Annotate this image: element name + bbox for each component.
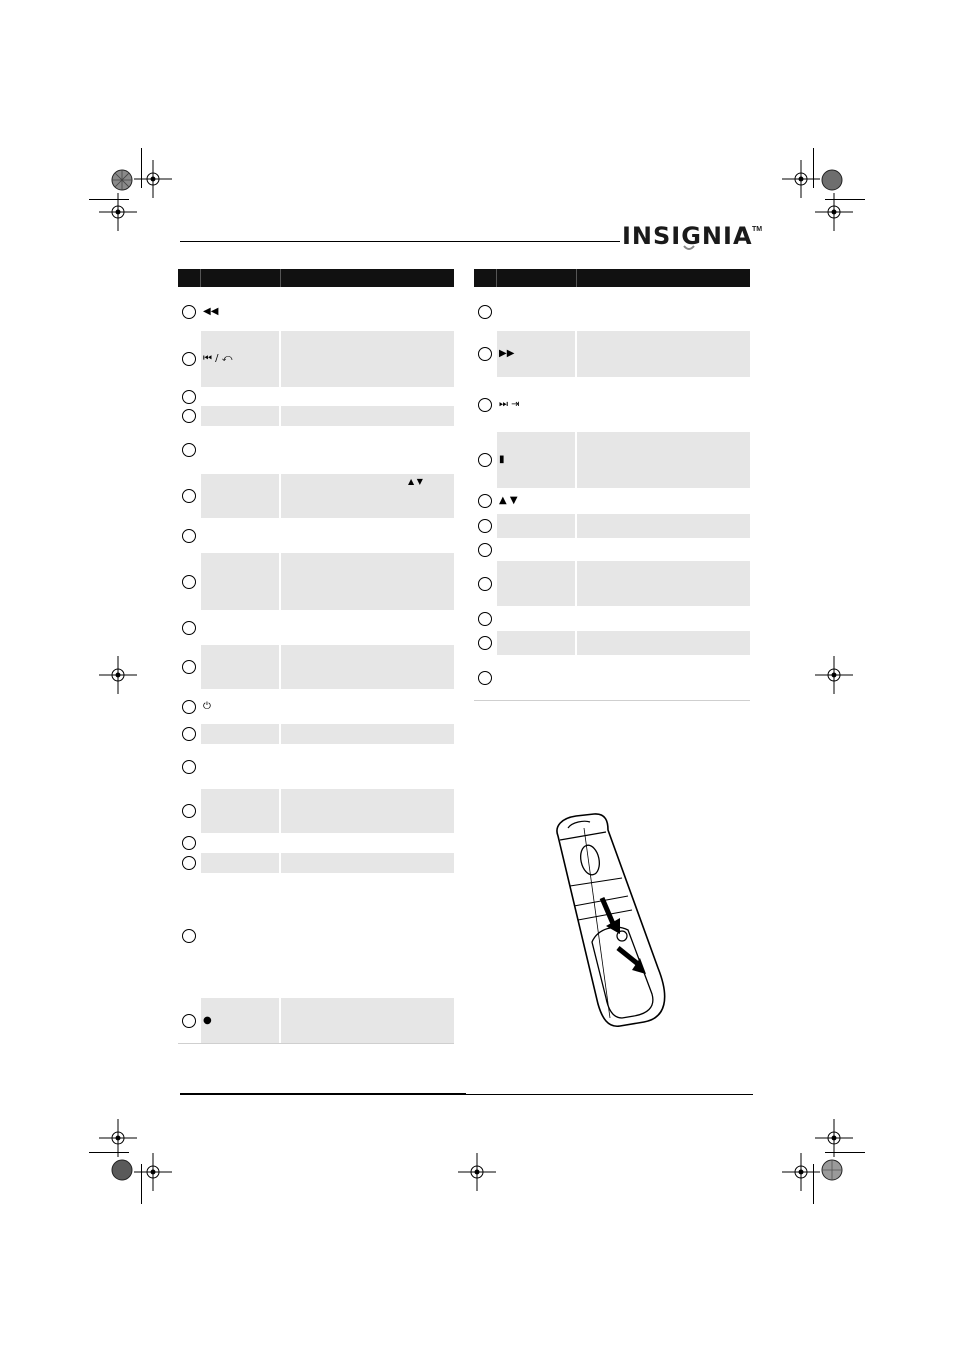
callout-number-circle: [182, 443, 196, 457]
callout-number-circle: [182, 1014, 196, 1028]
callout-number-circle: [182, 621, 196, 635]
button-name-cell: [201, 724, 279, 744]
callout-number-circle: [182, 352, 196, 366]
button-symbol-icon: ▶▶: [499, 348, 515, 359]
callout-number-circle: [478, 519, 492, 533]
button-symbol-icon: ⏻: [203, 700, 211, 712]
brand-logo: [622, 220, 762, 258]
callout-number-circle: [478, 636, 492, 650]
callout-number-circle: [182, 760, 196, 774]
button-symbol-icon: ⏭ ⇥: [499, 398, 520, 410]
callout-number-circle: [182, 575, 196, 589]
logo-swoosh-icon: [683, 244, 695, 252]
description-cell: [281, 873, 454, 998]
button-name-cell: [201, 744, 279, 789]
description-cell: [281, 645, 454, 689]
button-name-cell: [201, 387, 279, 406]
description-cell: [577, 561, 750, 606]
callout-number-circle: [182, 529, 196, 543]
button-name-cell: [201, 833, 279, 853]
button-name-cell: [497, 514, 575, 538]
description-cell: [577, 292, 750, 331]
description-cell: [577, 631, 750, 655]
description-cell: [577, 377, 750, 432]
table-row: [178, 724, 454, 744]
button-name-cell: [201, 474, 279, 518]
arrow-symbol-icon: ▲ ▼: [408, 477, 423, 486]
crosshair-registration-icon: [815, 656, 853, 694]
button-name-cell: [201, 689, 279, 724]
crop-line: [825, 199, 865, 200]
button-symbol-icon: ●: [203, 1014, 212, 1026]
table-bottom-rule: [178, 1043, 454, 1044]
callout-number-circle: [182, 856, 196, 870]
description-cell: [281, 610, 454, 645]
table-row: [178, 553, 454, 610]
callout-number-circle: [478, 577, 492, 591]
callout-number-circle: [478, 398, 492, 412]
table-row: [474, 432, 750, 488]
table-row: [178, 689, 454, 724]
table-row: [474, 538, 750, 561]
table-row: [178, 387, 454, 406]
table-row: [178, 331, 454, 387]
description-cell: [281, 833, 454, 853]
table-bottom-rule: [474, 700, 750, 701]
table-row: [178, 474, 454, 518]
description-cell: [281, 331, 454, 387]
description-cell: [281, 744, 454, 789]
crosshair-registration-icon: [458, 1153, 496, 1191]
table-row: [474, 606, 750, 631]
button-name-cell: [201, 853, 279, 873]
description-cell: [281, 293, 454, 331]
table-row: [178, 293, 454, 331]
color-seal-icon: [821, 169, 843, 191]
table-header: [474, 269, 750, 287]
callout-number-circle: [182, 660, 196, 674]
table-header: [178, 269, 454, 287]
footer-rule: [180, 1093, 466, 1095]
color-seal-icon: [821, 1159, 843, 1181]
description-cell: [577, 331, 750, 377]
description-cell: [577, 514, 750, 538]
description-cell: [281, 553, 454, 610]
callout-number-circle: [182, 409, 196, 423]
table-row: [474, 631, 750, 655]
crosshair-registration-icon: [134, 160, 172, 198]
color-seal-icon: [111, 169, 133, 191]
button-name-cell: [201, 518, 279, 553]
button-name-cell: [497, 631, 575, 655]
description-cell: [281, 789, 454, 833]
table-row: [178, 873, 454, 998]
button-name-cell: [497, 538, 575, 561]
description-cell: [577, 606, 750, 631]
callout-number-circle: [478, 543, 492, 557]
table-row: [474, 561, 750, 606]
description-cell: [281, 689, 454, 724]
button-name-cell: [497, 432, 575, 488]
table-row: [178, 426, 454, 474]
description-cell: [577, 655, 750, 700]
crop-line: [89, 199, 129, 200]
table-row: [178, 645, 454, 689]
button-name-cell: [201, 553, 279, 610]
table-row: [178, 833, 454, 853]
button-name-cell: [497, 292, 575, 331]
crop-line: [141, 1164, 142, 1204]
crosshair-registration-icon: [134, 1153, 172, 1191]
description-cell: [281, 387, 454, 406]
crosshair-registration-icon: [99, 656, 137, 694]
description-cell: [281, 724, 454, 744]
description-cell: [281, 474, 454, 518]
callout-number-circle: [182, 700, 196, 714]
table-row: [474, 514, 750, 538]
crop-line: [89, 1152, 129, 1153]
crop-line: [813, 148, 814, 188]
table-row: [474, 488, 750, 514]
callout-number-circle: [478, 347, 492, 361]
crop-line: [141, 148, 142, 188]
callout-number-circle: [182, 390, 196, 404]
callout-number-circle: [182, 836, 196, 850]
description-cell: [281, 998, 454, 1043]
table-row: [178, 853, 454, 873]
callout-number-circle: [478, 671, 492, 685]
footer-rule: [466, 1094, 753, 1095]
table-row: [474, 377, 750, 432]
description-cell: [281, 853, 454, 873]
callout-number-circle: [182, 804, 196, 818]
table-row: [178, 518, 454, 553]
logo-trademark: TM: [752, 226, 763, 233]
table-row: [474, 331, 750, 377]
button-name-cell: [201, 645, 279, 689]
header-rule: [180, 241, 620, 242]
button-name-cell: [201, 789, 279, 833]
logo-text: INSIGNIA: [622, 222, 753, 250]
callout-number-circle: [478, 453, 492, 467]
button-name-cell: [201, 998, 279, 1043]
description-cell: [281, 518, 454, 553]
button-name-cell: [201, 610, 279, 645]
table-row: [474, 292, 750, 331]
button-symbol-icon: ▲ ▼: [499, 495, 518, 506]
description-cell: [577, 488, 750, 514]
table-row: [178, 744, 454, 789]
color-seal-icon: [111, 1159, 133, 1181]
crosshair-registration-icon: [782, 1153, 820, 1191]
button-name-cell: [201, 426, 279, 474]
crop-line: [825, 1152, 865, 1153]
callout-number-circle: [182, 305, 196, 319]
remote-battery-cover-illustration: [548, 808, 682, 1030]
table-row: [474, 655, 750, 700]
table-row: [178, 998, 454, 1043]
description-cell: [577, 538, 750, 561]
callout-number-circle: [182, 929, 196, 943]
description-cell: [281, 406, 454, 426]
button-name-cell: [497, 561, 575, 606]
button-symbol-icon: ◀◀: [203, 306, 219, 317]
callout-number-circle: [478, 494, 492, 508]
button-name-cell: [497, 606, 575, 631]
description-cell: [577, 432, 750, 488]
callout-number-circle: [182, 489, 196, 503]
button-name-cell: [497, 655, 575, 700]
callout-number-circle: [478, 612, 492, 626]
callout-number-circle: [478, 305, 492, 319]
button-name-cell: [201, 406, 279, 426]
button-name-cell: [201, 873, 279, 998]
button-symbol-icon: ⏮ / ⤺: [203, 353, 233, 364]
button-symbol-icon: ▮: [499, 454, 505, 465]
callout-number-circle: [182, 727, 196, 741]
table-row: [178, 610, 454, 645]
description-cell: [281, 426, 454, 474]
crop-line: [813, 1164, 814, 1204]
table-row: [178, 789, 454, 833]
table-row: [178, 406, 454, 426]
